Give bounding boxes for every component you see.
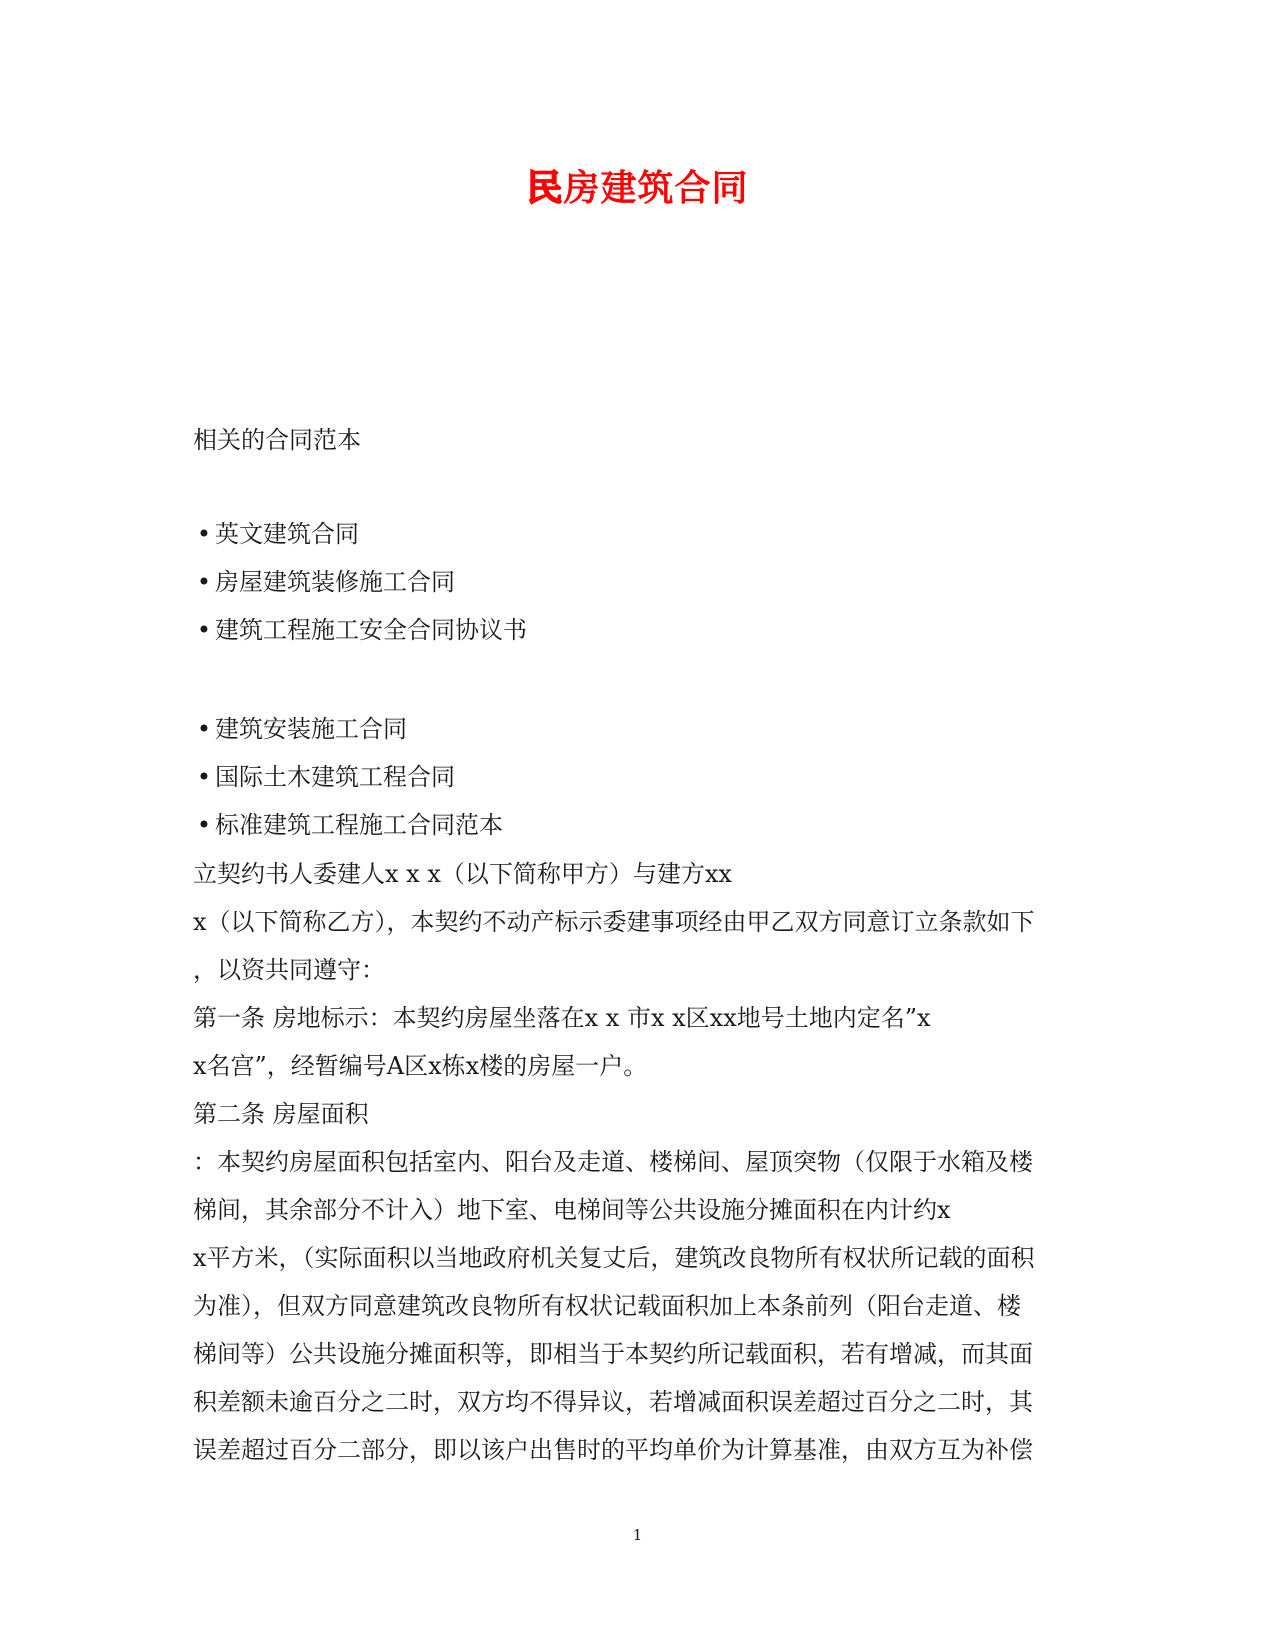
contract-line: ：本契约房屋面积包括室内、阳台及走道、楼梯间、屋顶突物（仅限于水箱及楼 [193,1148,1033,1176]
related-link-english-construction[interactable]: • 英文建筑合同 [193,510,1093,558]
contract-body [193,850,1093,1474]
contract-line: ，以资共同遵守： [193,956,385,984]
title-rest: 房建筑合同 [563,168,749,209]
related-link-house-decoration[interactable]: • 房屋建筑装修施工合同 [193,558,1093,606]
related-link-standard-template[interactable]: • 标准建筑工程施工合同范本 [193,801,1093,849]
contract-line: 第二条 房屋面积 [193,1100,369,1128]
contract-line: 第一条 房地标示：本契约房屋坐落在x x 市x x区xx地号土地内定名”x [193,1004,931,1032]
contract-line: 梯间等）公共设施分摊面积等，即相当于本契约所记载面积，若有增减，而其面 [193,1340,1033,1368]
related-link-international-civil[interactable]: • 国际土木建筑工程合同 [193,753,1093,801]
bullet-icon: • [196,811,212,839]
contract-line: 积差额未逾百分之二时，双方均不得异议，若增减面积误差超过百分之二时，其 [193,1388,1033,1416]
bullet-icon: • [196,763,212,791]
title-first-char: 民 [526,168,564,209]
related-link-safety-agreement[interactable]: • 建筑工程施工安全合同协议书 [193,606,1093,654]
bullet-icon: • [196,715,212,743]
related-link-installation[interactable]: • 建筑安装施工合同 [193,705,1093,753]
contract-line: 立契约书人委建人x x x（以下简称甲方）与建方xx [193,860,732,888]
contract-line: x平方米，（实际面积以当地政府机关复丈后，建筑改良物所有权状所记载的面积 [193,1244,1035,1272]
contract-line: x名宫”，经暂编号A区x栋x楼的房屋一户。 [193,1052,648,1080]
contract-line: 误差超过百分二部分，即以该户出售时的平均单价为计算基准，由双方互为补偿 [193,1436,1033,1464]
bullet-icon: • [196,568,212,596]
page-number: 1 [632,1526,643,1544]
bullet-icon: • [196,616,212,644]
page-title [0,160,1275,211]
related-list-b [193,705,1093,849]
related-heading: 相关的合同范本 [193,426,361,454]
bullet-icon: • [196,520,212,548]
contract-line: 梯间，其余部分不计入）地下室、电梯间等公共设施分摊面积在内计约x [193,1196,951,1224]
related-list-a [193,510,1093,654]
contract-line: 为准），但双方同意建筑改良物所有权状记载面积加上本条前列（阳台走道、楼 [193,1292,1021,1320]
contract-line: x（以下简称乙方），本契约不动产标示委建事项经由甲乙双方同意订立条款如下 [193,908,1035,936]
